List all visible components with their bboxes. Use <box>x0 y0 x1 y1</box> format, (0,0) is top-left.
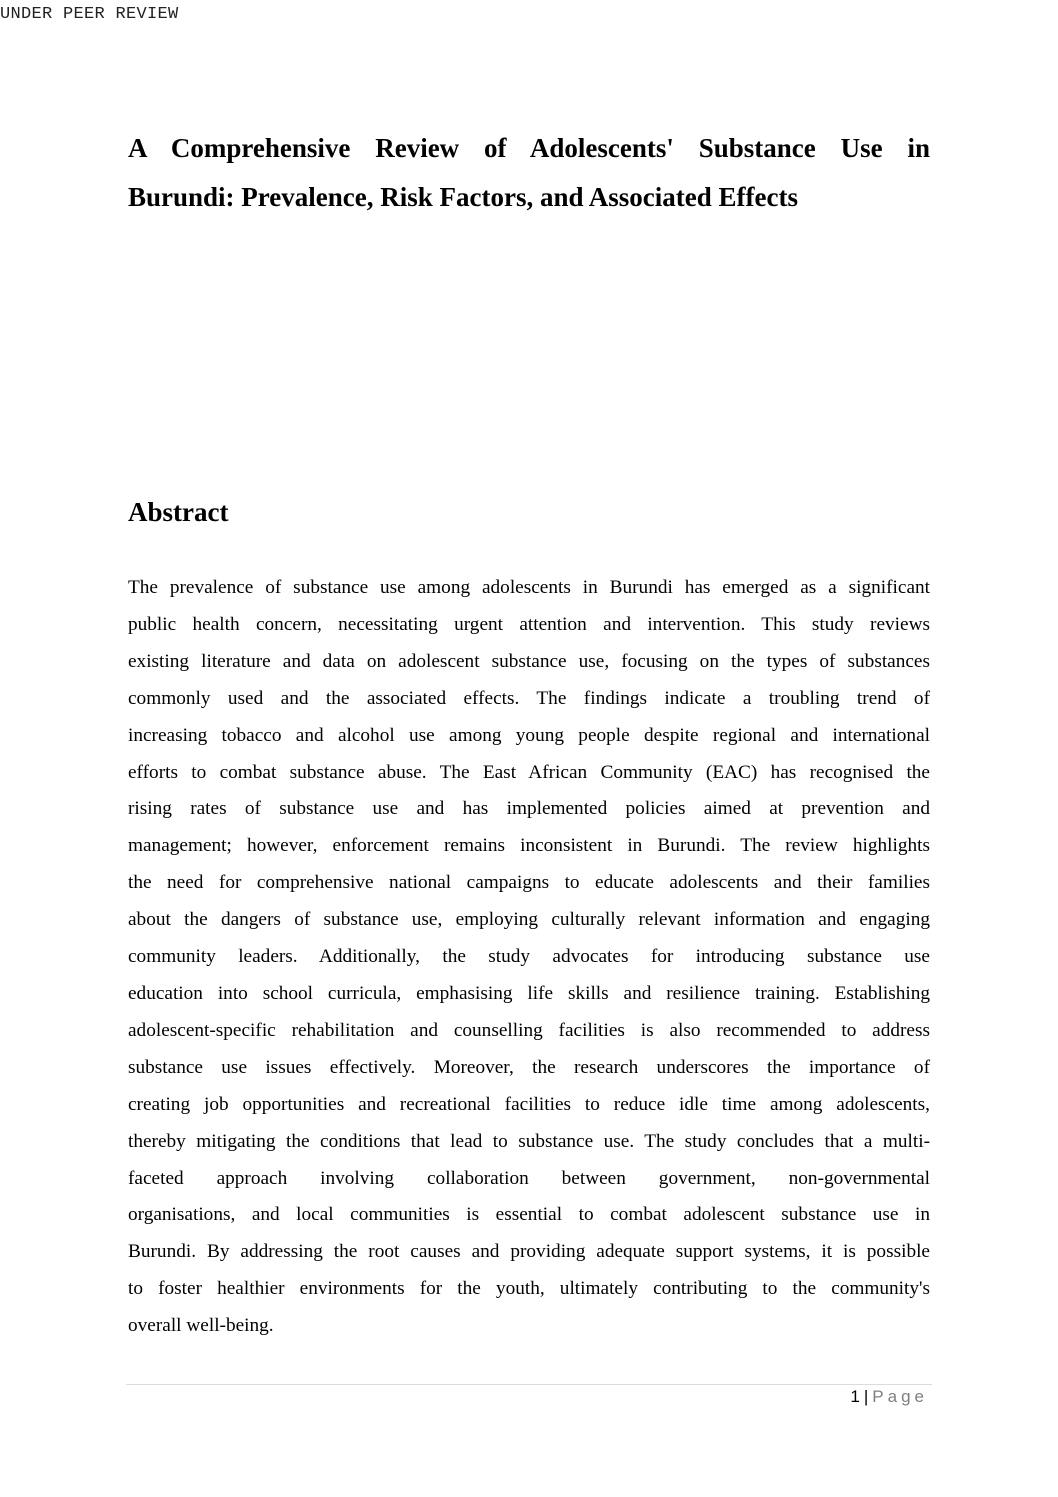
abstract-line: commonly used and the associated effects. The findings indicate a troubling trend of <box>128 687 930 709</box>
page-footer <box>850 1387 928 1407</box>
abstract-line: increasing tobacco and alcohol use among young people despite regional and international <box>128 724 930 746</box>
title-line: A Comprehensive Review of Adolescents' Substance Use in <box>128 133 930 163</box>
abstract-line: The prevalence of substance use among adolescents in Burundi has emerged as a significant <box>128 577 930 598</box>
abstract-line: rising rates of substance use and has implemented policies aimed at prevention and <box>128 798 930 820</box>
abstract-line: the need for comprehensive national campaigns to educate adolescents and their families <box>128 872 930 894</box>
footer-divider <box>126 1384 932 1385</box>
abstract-line: education into school curricula, emphasising life skills and resilience training. Establishing <box>128 982 930 1004</box>
abstract-heading: Abstract <box>128 497 229 527</box>
page-label: Page <box>872 1387 928 1406</box>
abstract-line: adolescent-specific rehabilitation and counselling facilities is also recommended to address <box>128 1019 930 1041</box>
abstract-line: organisations, and local communities is essential to combat adolescent substance use in <box>128 1204 930 1226</box>
page-number: 1 <box>850 1387 860 1406</box>
abstract-line: to foster healthier environments for the youth, ultimately contributing to the community's <box>128 1278 930 1300</box>
abstract-line: substance use issues effectively. Moreover, the research underscores the importance of <box>128 1056 930 1078</box>
abstract-line: public health concern, necessitating urgent attention and intervention. This study reviews <box>128 613 930 635</box>
abstract-line: existing literature and data on adolescent substance use, focusing on the types of substances <box>128 650 930 672</box>
abstract-line: thereby mitigating the conditions that lead to substance use. The study concludes that a multi- <box>128 1130 930 1152</box>
abstract-line: community leaders. Additionally, the study advocates for introducing substance use <box>128 946 930 968</box>
abstract-line: Burundi. By addressing the root causes and providing adequate support systems, it is possible <box>128 1241 930 1263</box>
peer-review-watermark: UNDER PEER REVIEW <box>0 5 179 24</box>
footer-separator: | <box>863 1387 869 1406</box>
abstract-line: creating job opportunities and recreational facilities to reduce idle time among adolescents, <box>128 1093 930 1115</box>
title-line: Burundi: Prevalence, Risk Factors, and Associated Effects <box>128 182 798 212</box>
abstract-line: faceted approach involving collaboration between government, non-governmental <box>128 1167 930 1189</box>
abstract-line: overall well-being. <box>128 1315 274 1337</box>
abstract-line: management; however, enforcement remains inconsistent in Burundi. The review highlights <box>128 835 930 857</box>
paper-title <box>128 124 930 222</box>
abstract-body <box>128 570 930 1345</box>
abstract-line: efforts to combat substance abuse. The East African Community (EAC) has recognised the <box>128 761 930 783</box>
abstract-line: about the dangers of substance use, employing culturally relevant information and engaging <box>128 909 930 931</box>
